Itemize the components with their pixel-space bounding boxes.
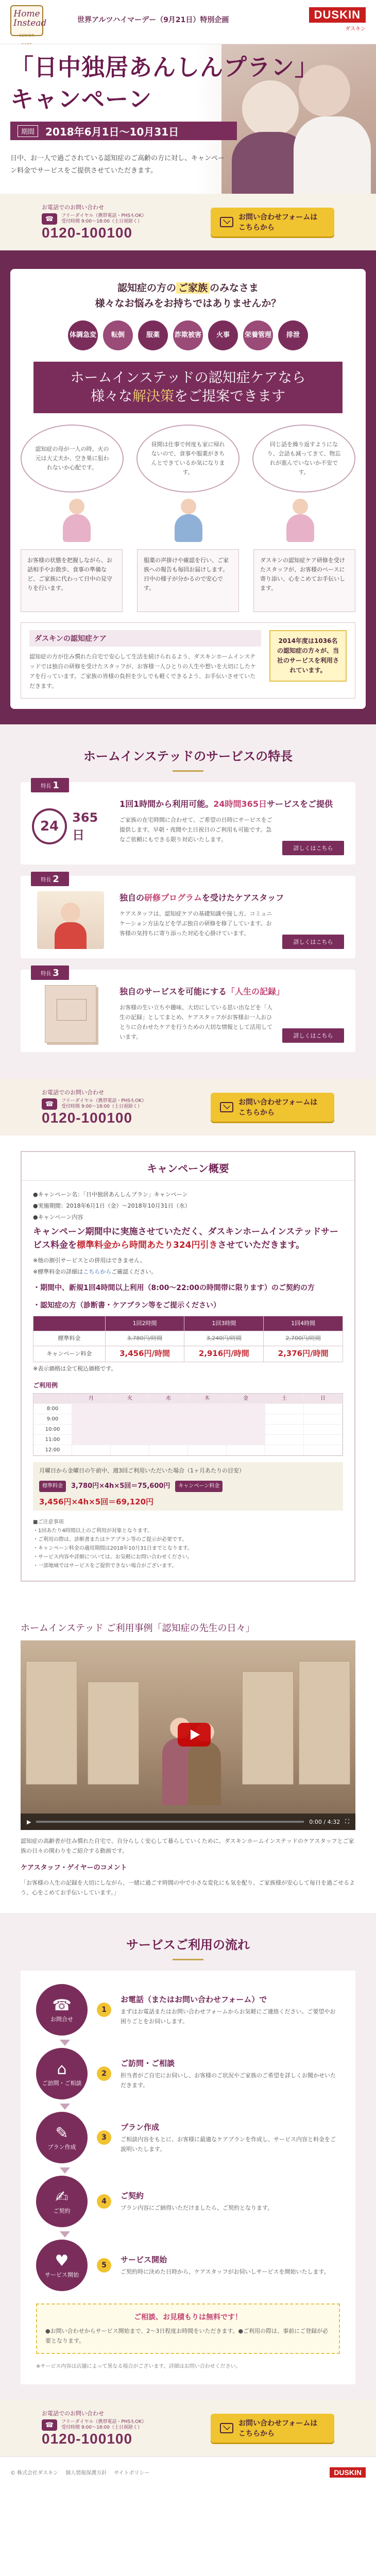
solution-box: 服薬の声掛けや確認を行い、ご家族への報告も毎回お届けします。日中の様子が分かるので安心です。 [137, 549, 239, 612]
flow-notes: ※サービス内容は店舗によって異なる場合がございます。詳細はお問い合わせください。 [36, 2364, 241, 2369]
note-line: ・一部地域ではサービスをご提供できない場合がございます。 [33, 1563, 177, 1569]
video-caption: 認知症の高齢者が住み慣れた自宅で、自分らしく安心して暮らしていくために。ダスキンホームインステッドのケアスタッフとご家族の日々の関わりをご紹介する動画です。 [21, 1838, 354, 1854]
logo-sub-text: SENIOR [19, 33, 35, 38]
cal-head: 土 [265, 1394, 304, 1404]
table-header: 1回2時間 [105, 1316, 184, 1331]
hero-copy: 日中、お一人で過ごされている認知症のご高齢の方に対し、キャンペーン料金でサービスをご提供させていただきます。 [10, 155, 225, 175]
head-post: を受けたケアスタッフ [201, 893, 284, 903]
form-label-1: お問い合わせフォームは [238, 213, 318, 222]
campaign-fee: 3,456円×4h×5回＝69,120円 [39, 1497, 154, 1506]
note-title: ご相談、お見積もりは無料です！ [134, 2313, 242, 2321]
note-line: ■ご注意事項 [33, 1519, 64, 1525]
banner-l1-em: 認知症ケア [208, 370, 278, 386]
play-small-icon[interactable]: ▶ [27, 1818, 31, 1825]
care-staff-image [32, 891, 109, 949]
feature-head [119, 891, 344, 905]
freedial-icon: ☎ [42, 2419, 57, 2431]
free-consult-note [36, 2303, 340, 2354]
feature-badge [31, 872, 69, 886]
video-sub-body: 「お客様の人生の記録を大切にしながら、一緒に過ごす時間の中で小さな変化にも気を配り、ご家族様が安心して毎日を過ごせるよう、心をこめてお手伝いしています。」 [21, 1879, 355, 1896]
step-number: 1 [97, 2003, 111, 2017]
note2-pre: ※標準料金の詳細は [33, 1268, 83, 1275]
fee-calculation [33, 1462, 343, 1511]
duskin-mark: DUSKIN [309, 7, 366, 23]
head-em: 研修プログラム [144, 893, 202, 903]
campaign-item: ●キャンペーン名：「日中独居あんしんプラン」キャンペーン [33, 1191, 188, 1198]
contact-bar-bottom [0, 2400, 376, 2456]
concern-bubbles [21, 425, 355, 493]
tel-caption: お電話でのお問い合わせ [42, 1089, 104, 1096]
duskin-logo[interactable] [309, 7, 366, 32]
usage-calendar [33, 1393, 343, 1456]
down-arrow-icon [60, 2231, 70, 2238]
step-title: ご契約 [121, 2191, 144, 2200]
campaign-price: 2,376円/時間 [278, 1349, 329, 1358]
step-icon-label: サービス開始 [45, 2272, 79, 2278]
campaign-price: 3,456円/時間 [119, 1349, 170, 1358]
family-illustration [56, 499, 97, 542]
life-record-book-image [32, 985, 109, 1043]
cal-time: 9:00 [33, 1414, 72, 1425]
contact-form-button[interactable] [211, 208, 334, 236]
dementia-title: ダスキンの認知症ケア [29, 630, 261, 647]
table-header [33, 1316, 106, 1331]
feature-card-3 [21, 967, 355, 1052]
step-title: ご訪問・ご相談 [121, 2058, 175, 2068]
flow-step [36, 2176, 340, 2227]
table-header: 1回3時間 [184, 1316, 264, 1331]
tel-small-1: フリーダイヤル（携帯電話・PHSもOK） [61, 1098, 147, 1104]
speech-bubble: 同じ話を繰り返すようになり、会話も減ってきて、物忘れが進んでいないか不安です。 [252, 425, 355, 493]
step-title: プラン作成 [121, 2122, 160, 2132]
campaign-price: 2,916円/時間 [198, 1349, 249, 1358]
duskin-sub: ダスキン [345, 26, 366, 32]
concern-card [10, 269, 366, 709]
feature-more-button[interactable]: 詳しくはこちら [282, 935, 344, 949]
phone-icon [36, 1984, 88, 2036]
campaign-title: キャンペーン概要 [22, 1152, 354, 1181]
hero-title-line1: 「日中独居あんしんプラン」 [10, 54, 319, 81]
head-post: サービスをご提供 [266, 799, 333, 809]
flow-section [0, 1913, 376, 2400]
step-text: 担当者がご自宅にお伺いし、お客様のご状況やご家族のご希望を詳しくお聞かせいただきます。 [121, 2072, 336, 2089]
cal-head [33, 1394, 72, 1404]
header-tagline: 世界アルツハイマーデー（9月21日）特別企画 [77, 16, 229, 24]
note-line: ・ご利用の際は、診断書またはケアプラン等のご提示が必要です。 [33, 1537, 187, 1543]
note-line: ・サービス内容や詳細については、お気軽にお問い合わせください。 [33, 1554, 193, 1560]
tel-block [42, 1088, 196, 1126]
flow-step [36, 2240, 340, 2291]
feature-more-button[interactable]: 詳しくはこちら [282, 841, 344, 855]
standard-price-link[interactable]: こちらから [83, 1268, 112, 1275]
row-label: キャンペーン料金 [33, 1346, 106, 1362]
hero-title-line2: キャンペーン [10, 86, 152, 113]
step-text: プラン内容にご納得いただけましたら、ご契約となります。 [121, 2205, 274, 2211]
campaign-item: ●実施期間：2018年6月1日（金）〜2018年10月31日（水） [33, 1202, 191, 1209]
campaign-note: ※他の割引サービスとの併用はできません。 [33, 1257, 146, 1264]
step-icon-label: お問合せ [50, 2016, 73, 2023]
tel-block [42, 2409, 196, 2447]
mail-icon [220, 2423, 233, 2433]
contact-form-button[interactable] [211, 1093, 334, 1122]
mail-icon [220, 1102, 233, 1112]
site-policy-link[interactable]: サイトポリシー [114, 2470, 150, 2476]
feature-body: ご家族の在宅時間に合わせて、ご希望の日時にサービスをご提供します。早朝・夜間や土日祝日のご利用も可能です。急なご依頼にもできる限り対応いたします。 [119, 817, 272, 843]
feature-body: ケアスタッフは、認知症ケアの基礎知識や接し方、コミュニケーション方法などを学ぶ独自の研修を修了しています。お客様の気持ちに寄り添った対応を心掛けています。 [119, 910, 272, 937]
flow-step [36, 1984, 340, 2036]
headline-post: させていただきます。 [217, 1240, 305, 1250]
tel-caption: お電話でのお問い合わせ [42, 2410, 104, 2417]
note2-post: ご確認ください。 [111, 1268, 157, 1275]
contact-bar-middle [0, 1079, 376, 1136]
condition-2: ・認知症の方（診断書・ケアプラン等をご提示ください） [33, 1301, 220, 1310]
logo-main-text: Home Instead [13, 9, 47, 28]
concern-question [21, 280, 355, 311]
home-icon [36, 2048, 88, 2099]
plan-icon [36, 2112, 88, 2163]
banner-l2-em: 解決策 [132, 388, 174, 404]
concern-tag: 栄養管理 [243, 320, 273, 350]
home-instead-logo[interactable] [10, 5, 47, 38]
campaign-note [33, 1267, 343, 1277]
cal-head: 火 [111, 1394, 149, 1404]
std-pill: 標準料金 [39, 1481, 66, 1492]
video-controls [21, 1814, 355, 1830]
copyright: © 株式会社ダスキン [10, 2470, 59, 2476]
table-note: ※表示価格は全て税込価格です。 [33, 1365, 117, 1372]
tel-block [42, 203, 196, 241]
features-section [0, 724, 376, 1079]
feature-card-2 [21, 873, 355, 958]
hero [0, 44, 376, 194]
phone-number[interactable]: 0120-100100 [42, 2431, 133, 2447]
concern-tag: 詐欺被害 [173, 320, 203, 350]
note-line: ・1回あたり4時間以上のご利用が対象となります。 [33, 1528, 152, 1534]
video-time: 0:00 / 4:32 [309, 1818, 340, 1825]
solution-box: ダスキンの認知症ケア研修を受けたスタッフが、お客様のペースに寄り添い、心をこめてお手伝いします。 [253, 549, 355, 612]
feature-badge [31, 778, 69, 792]
step-text: まずはお電話またはお問い合わせフォームからお気軽にご連絡ください。ご要望やお困りごとをお伺いします。 [121, 2008, 336, 2025]
video-subtitle: ケアスタッフ・ゲイヤーのコメント [21, 1864, 127, 1872]
std-price: 3,240円/時間 [206, 1335, 242, 1342]
solution-banner [33, 362, 343, 413]
usage-example-title: ご利用例 [33, 1382, 58, 1389]
concern-tag: 転倒 [103, 320, 133, 350]
std-price: 2,700円/時間 [285, 1335, 321, 1342]
step-text: ご契約時に決めた日時から、ケアスタッフがお伺いしサービスを開始いたします。 [121, 2268, 330, 2275]
days-365: 365日 [72, 810, 98, 842]
video-title: ホームインステッド ご利用事例「認知症の先生の日々」 [21, 1623, 255, 1634]
cal-head: 金 [227, 1394, 265, 1404]
tel-caption: お電話でのお問い合わせ [42, 204, 104, 211]
privacy-link[interactable]: 個人情報保護方針 [65, 2470, 107, 2476]
concern-tags [21, 320, 355, 350]
step-title: お電話（またはお問い合わせフォーム）で [121, 1994, 267, 2004]
down-arrow-icon [60, 2167, 70, 2174]
head-pre: 1回1時間から利用可能。 [119, 799, 214, 809]
flow-title: サービスご利用の流れ [21, 1913, 355, 1971]
site-footer [0, 2456, 376, 2487]
period-text: 2018年6月1日〜10月31日 [45, 125, 179, 138]
step-text: ご相談内容をもとに、お客様に最適なケアプランを作成し、サービス内容と料金をご説明いたします。 [121, 2136, 336, 2153]
freedial-icon: ☎ [42, 1098, 57, 1110]
period-label: 期間 [18, 125, 38, 137]
cal-time: 8:00 [33, 1404, 72, 1414]
cal-time: 12:00 [33, 1445, 72, 1455]
banner-l1-pre: ホームインステッドの [70, 370, 209, 386]
speech-bubble: 認知症の母が一人の時、火の元は大丈夫か、空き巣に狙われないか心配です。 [21, 425, 124, 493]
head-pre: 独自のサービスを可能にする [119, 987, 227, 996]
step-number: 4 [97, 2194, 111, 2209]
step-glyph: ♥ [55, 2252, 69, 2270]
head-pre: 独自の [119, 893, 145, 903]
price-table [33, 1316, 343, 1362]
std-fee: 3,780円×4h×5回＝75,600円 [71, 1482, 170, 1490]
family-illustration [279, 499, 320, 542]
headline-em: 標準料金から時間あたり324円引き [77, 1240, 218, 1250]
row-label: 標準料金 [33, 1331, 106, 1346]
campaign-section [0, 1136, 376, 1600]
video-section [0, 1600, 376, 1913]
tel-small-2: 受付時間 9:00〜18:00（土日祝除く） [61, 219, 143, 224]
question-line2: 様々なお悩みをお持ちではありませんか？ [95, 298, 281, 309]
banner-l2-pre: 様々な [91, 388, 132, 404]
cal-head: 日 [304, 1394, 343, 1404]
cal-head: 水 [149, 1394, 188, 1404]
solution-boxes [21, 549, 355, 612]
step-number: 2 [97, 2066, 111, 2081]
feature-body: お客様の生い立ちや趣味、大切にしている思い出などを「人生の記録」としてまとめ、ケアスタッフがお客様お一人おひとりに合わせたケアを行うための大切な情報として活用しています。 [119, 1004, 272, 1040]
form-label-1: お問い合わせフォームは [238, 1098, 318, 1107]
table-header: 1回4時間 [264, 1316, 343, 1331]
flow-card [21, 1971, 355, 2384]
speech-bubble: 昼間は仕事で何度も家に帰れないので、食事や服薬がきちんとできているか気になります。 [136, 425, 240, 493]
play-icon[interactable] [178, 1723, 211, 1747]
campaign-box [21, 1151, 355, 1582]
contact-form-button[interactable] [211, 2414, 334, 2443]
step-title: サービス開始 [121, 2255, 167, 2264]
std-price: 3,780円/時間 [127, 1335, 163, 1342]
concern-tag: 服薬 [138, 320, 168, 350]
clock-icon [32, 798, 109, 855]
fullscreen-icon[interactable]: ⛶ [345, 1818, 349, 1825]
step-number: 3 [97, 2130, 111, 2145]
step-glyph: ✍ [55, 2188, 69, 2206]
badge-word: 特長 [41, 783, 52, 789]
footer-duskin-logo[interactable]: DUSKIN [330, 2467, 366, 2478]
calc-label: 月曜日から金曜日の午前中、週3回ご利用いただいた場合（1ヶ月あたりの目安） [39, 1467, 245, 1474]
cal-time: 10:00 [33, 1425, 72, 1435]
feature-badge [31, 965, 69, 980]
phone-number[interactable]: 0120-100100 [42, 225, 133, 241]
concern-section [0, 250, 376, 724]
site-header [0, 0, 376, 44]
tel-small-1: フリーダイヤル（携帯電話・PHSもOK） [61, 2419, 147, 2425]
tel-small-2: 受付時間 9:00〜18:00（土日祝除く） [61, 2425, 143, 2430]
tel-small-2: 受付時間 9:00〜18:00（土日祝除く） [61, 1104, 143, 1109]
concern-tag: 排泄 [278, 320, 308, 350]
down-arrow-icon [60, 2040, 70, 2046]
badge-num: 2 [53, 873, 59, 885]
video-player[interactable] [21, 1640, 355, 1830]
question-post: のみなさま [210, 282, 259, 294]
phone-number[interactable]: 0120-100100 [42, 1110, 133, 1126]
heart-icon [36, 2240, 88, 2291]
banner-l2-post: をご提案できます [174, 388, 285, 404]
badge-word: 特長 [41, 877, 52, 883]
campaign-pill: キャンペーン料金 [175, 1481, 223, 1492]
contract-icon [36, 2176, 88, 2227]
feature-head [119, 798, 344, 811]
cal-head: 木 [188, 1394, 227, 1404]
down-arrow-icon [60, 2104, 70, 2110]
head-em: 「人生の記録」 [227, 987, 285, 996]
solution-box: お客様の状態を把握しながら、お話相手やお散歩、食事の準備など、ご家族に代わって日中の見守りを行います。 [21, 549, 123, 612]
note-line: ・キャンペーン料金の適用期間は2018年10月31日までとなります。 [33, 1546, 193, 1551]
question-pre: 認知症の方の [117, 282, 176, 294]
head-em: 24時間365日 [213, 799, 267, 809]
dementia-body: 認知症の方が住み慣れた自宅で安心して生活を続けられるよう、ダスキンホームインステッドでは独自の研修を受けたスタッフが、お客様一人ひとりの人生や想いを大切にしたケアを行っています。ご家族の皆様の負担を少しでも軽くできるよう、お手伝いさせていただきます。 [29, 653, 256, 689]
flow-step [36, 2048, 340, 2099]
dementia-care-block [21, 622, 355, 699]
form-label-2: こちらから [238, 1109, 275, 1117]
question-highlight: ご家族 [176, 282, 210, 294]
table-row [33, 1331, 343, 1346]
family-illustration [167, 499, 209, 542]
headline-pre: キャンペーン期間中に実施させていただく、ダスキンホームインステッドサービス料金を [33, 1227, 338, 1250]
campaign-headline [33, 1225, 343, 1252]
features-title: ホームインステッドのサービスの特長 [21, 724, 355, 782]
table-row [33, 1346, 343, 1362]
concern-tag: 火事 [208, 320, 238, 350]
feature-more-button[interactable]: 詳しくはこちら [282, 1028, 344, 1043]
badge-num: 3 [53, 967, 59, 978]
contact-bar-top [0, 194, 376, 250]
clock-24: 24 [32, 808, 67, 844]
family-illustrations [21, 499, 355, 542]
feature-head [119, 985, 344, 998]
form-label-2: こちらから [238, 2430, 275, 2438]
concern-tag: 体調急変 [68, 320, 98, 350]
cal-head: 月 [72, 1394, 111, 1404]
step-icon-label: ご訪問・ご相談 [42, 2080, 82, 2087]
campaign-notes [33, 1518, 343, 1570]
dementia-stat: 2014年度は1036名の認知症の方々が、当社のサービスを利用されています。 [269, 630, 347, 682]
campaign-period [10, 122, 237, 140]
step-glyph: ⌂ [57, 2060, 67, 2078]
step-glyph: ☎ [52, 1996, 72, 2014]
badge-word: 特長 [41, 971, 52, 977]
tel-small-1: フリーダイヤル（携帯電話・PHSもOK） [61, 213, 147, 218]
step-icon-label: ご契約 [53, 2208, 71, 2214]
mail-icon [220, 217, 233, 227]
step-icon-label: プラン作成 [47, 2144, 76, 2150]
note-body: ●お問い合わせからサービス開始まで、2〜3日程度お時間をいただきます。●ご利用の際は、事前にご登録が必要となります。 [45, 2328, 329, 2344]
badge-num: 1 [53, 779, 59, 791]
video-seekbar[interactable] [36, 1821, 304, 1823]
hero-title [10, 52, 318, 115]
feature-card-1 [21, 779, 355, 865]
form-label-1: お問い合わせフォームは [238, 2419, 318, 2428]
banner-l1-post: なら [278, 370, 306, 386]
step-glyph: ✎ [55, 2124, 69, 2142]
campaign-item: ●キャンペーン内容 [33, 1214, 83, 1221]
condition-1: ・期間中、新規1回4時間以上利用（8:00〜22:00の時間帯に限ります）のご契約の方 [33, 1284, 315, 1292]
freedial-icon: ☎ [42, 213, 57, 225]
flow-step [36, 2112, 340, 2163]
form-label-2: こちらから [238, 224, 275, 232]
step-number: 5 [97, 2258, 111, 2273]
cal-time: 11:00 [33, 1435, 72, 1445]
